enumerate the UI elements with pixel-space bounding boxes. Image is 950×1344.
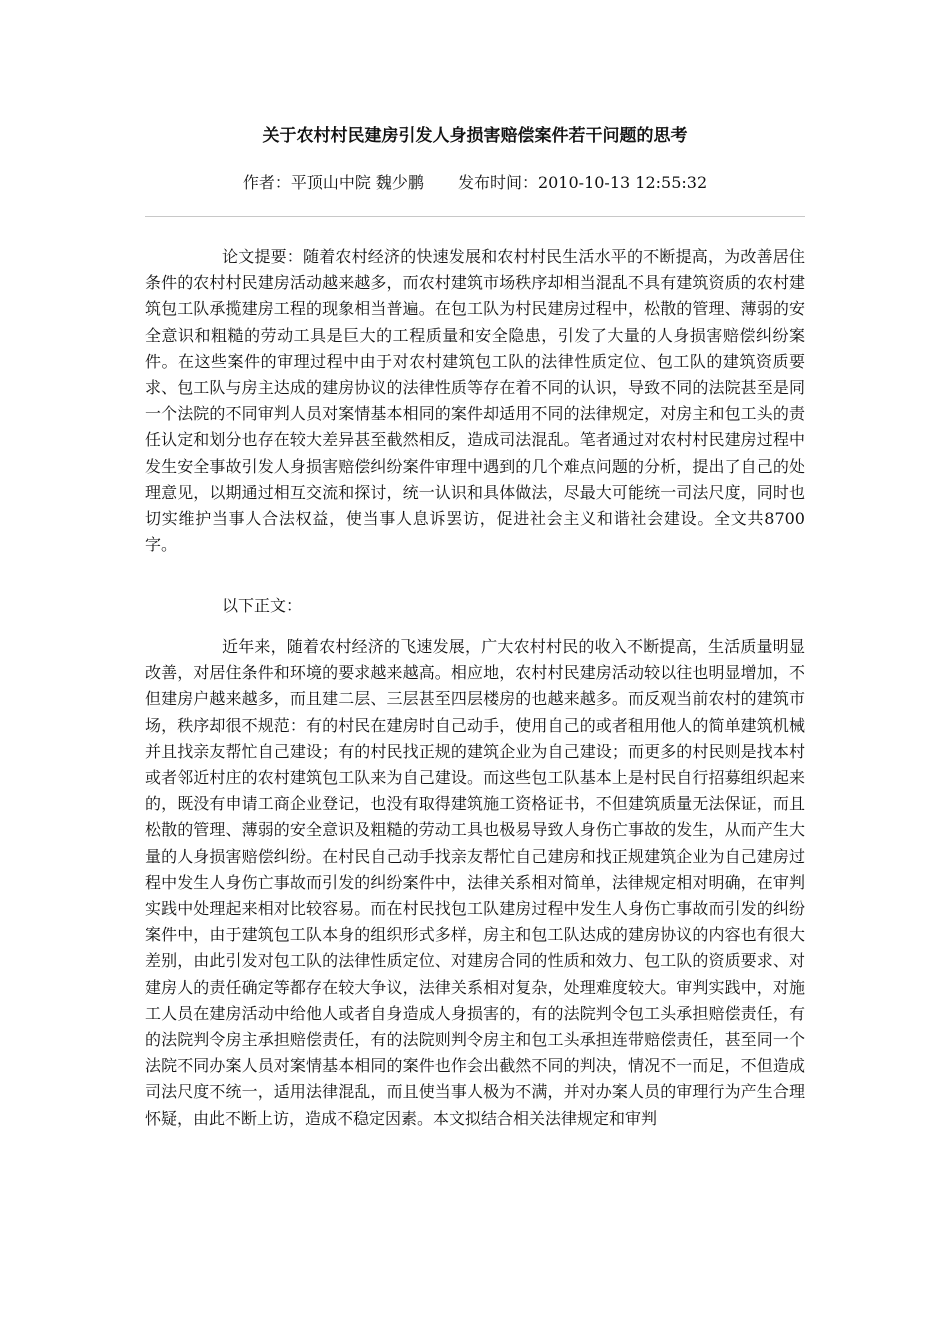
publish-time: 发布时间：2010-10-13 12:55:32	[457, 173, 708, 192]
header-divider	[145, 216, 805, 217]
document-title: 关于农村村民建房引发人身损害赔偿案件若干问题的思考	[262, 126, 688, 146]
body-intro-label: 以下正文：	[222, 596, 303, 615]
document-meta	[0, 171, 950, 195]
author-line: 作者：平顶山中院 魏少鹏	[242, 173, 424, 192]
abstract-paragraph: 论文提要：随着农村经济的快速发展和农村村民生活水平的不断提高，为改善居住条件的农村村民建房活动越来越多，而农村建筑市场秩序却相当混乱不具有建筑资质的农村建筑包工队承揽建房工程的现象相当普遍。在包工队为村民建房过程中，松散的管理、薄弱的安全意识和粗糙的劳动工具是巨大的工程质量和安全隐患，引发了大量的人身损害赔偿纠纷案件。在这些案件的审理过程中由于对农村建筑包工队的法律性质定位、包工队的建筑资质要求、包工队与房主达成的建房协议的法律性质等存在着不同的认识，导致不同的法院甚至是同一个法院的不同审判人员对案情基本相同的案件却适用不同的法律规定，对房主和包工头的责任认定和划分也存在较大差异甚至截然相反，造成司法混乱。笔者通过对农村村民建房过程中发生安全事故引发人身损害赔偿纠纷案件审理中遇到的几个难点问题的分析，提出了自己的处理意见，以期通过相互交流和探讨，统一认识和具体做法，尽最大可能统一司法尺度，同时也切实维护当事人合法权益，使当事人息诉罢访，促进社会主义和谐社会建设。全文共8700字。	[145, 247, 805, 555]
body-paragraph: 近年来，随着农村经济的飞速发展，广大农村村民的收入不断提高，生活质量明显改善，对居住条件和环境的要求越来越高。相应地，农村村民建房活动较以往也明显增加，不但建房户越来越多，而且建二层、三层甚至四层楼房的也越来越多。而反观当前农村的建筑市场，秩序却很不规范：有的村民在建房时自己动手，使用自己的或者租用他人的简单建筑机械并且找亲友帮忙自己建设；有的村民找正规的建筑企业为自己建设；而更多的村民则是找本村或者邻近村庄的农村建筑包工队来为自己建设。而这些包工队基本上是村民自行招募组织起来的，既没有申请工商企业登记，也没有取得建筑施工资格证书，不但建筑质量无法保证，而且松散的管理、薄弱的安全意识及粗糙的劳动工具也极易导致人身伤亡事故的发生，从而产生大量的人身损害赔偿纠纷。在村民自己动手找亲友帮忙自己建房和找正规建筑企业为自己建房过程中发生人身伤亡事故而引发的纠纷案件中，法律关系相对简单，法律规定相对明确，在审判实践中处理起来相对比较容易。而在村民找包工队建房过程中发生人身伤亡事故而引发的纠纷案件中，由于建筑包工队本身的组织形式多样，房主和包工队达成的建房协议的内容也有很大差别，由此引发对包工队的法律性质定位、对建房合同的性质和效力、包工队的资质要求、对建房人的责任确定等都存在较大争议，法律关系相对复杂，处理难度较大。审判实践中，对施工人员在建房活动中给他人或者自身造成人身损害的，有的法院判令包工头承担赔偿责任，有的法院判令房主承担赔偿责任，有的法院则判令房主和包工头承担连带赔偿责任，甚至同一个法院不同办案人员对案情基本相同的案件也作会出截然不同的判决，情况不一而足，不但造成司法尺度不统一，适用法律混乱，而且使当事人极为不满，并对办案人员的审理行为产生合理怀疑，由此不断上访，造成不稳定因素。本文拟结合相关法律规定和审判	[145, 637, 805, 1128]
